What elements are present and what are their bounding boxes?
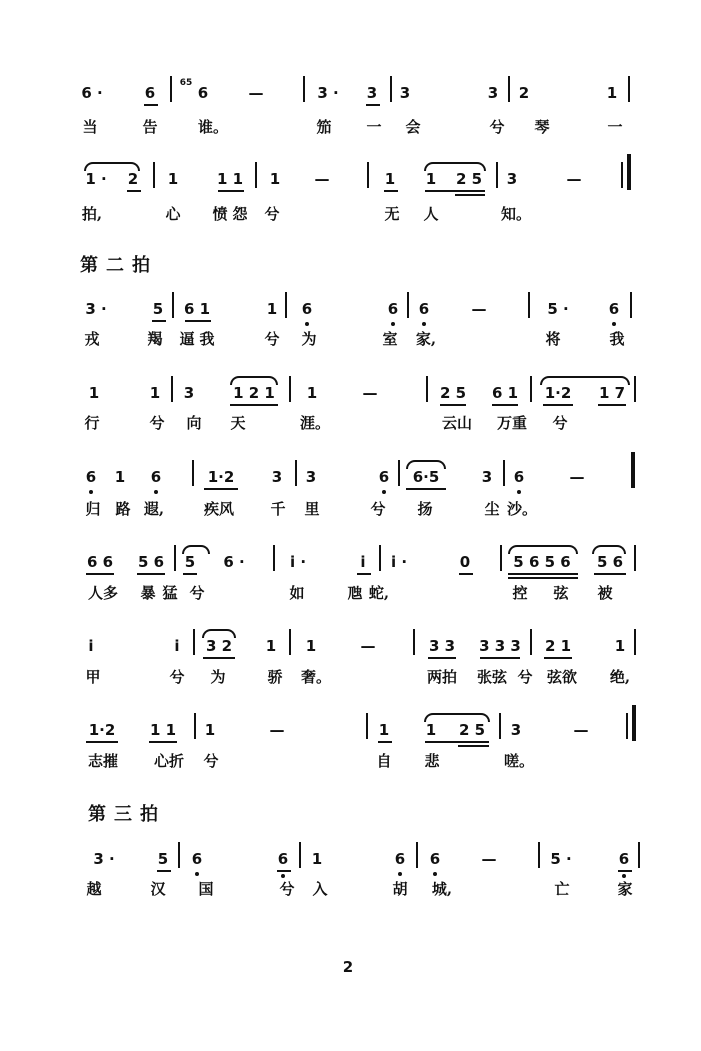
barline (153, 162, 155, 188)
barline (398, 460, 400, 486)
note: 3 (506, 170, 518, 188)
note: 1 (614, 637, 626, 655)
note: 2 1 (544, 637, 572, 655)
underline (594, 573, 626, 575)
barline (379, 545, 381, 571)
underline (127, 190, 141, 192)
lyric: 志摧 (87, 752, 119, 770)
note: 5 6 (137, 553, 165, 571)
section-title: 第二拍 (80, 255, 158, 276)
low-octave-dot (89, 490, 93, 494)
underline (152, 320, 166, 322)
note: 5 (184, 553, 196, 571)
lyric: 控 (512, 584, 528, 602)
underline (425, 741, 489, 743)
lyric: 骄 (267, 668, 283, 686)
barline (538, 842, 540, 868)
underline (218, 190, 244, 192)
lyric: 遐, (143, 500, 165, 518)
lyric: 蛇, (368, 584, 390, 602)
barline (367, 162, 369, 188)
lyric: 疾风 (203, 500, 235, 518)
underline (492, 404, 518, 406)
note: 2 5 (439, 384, 467, 402)
lyric: 两拍 (426, 668, 458, 686)
note: 6 (387, 300, 399, 318)
lyric: 家, (415, 330, 437, 348)
underline (428, 657, 456, 659)
note: — (362, 384, 378, 402)
lyric: 被 (597, 584, 613, 602)
lyric: 尘 (484, 500, 500, 518)
lyric: 兮 (169, 668, 185, 686)
underline (137, 573, 165, 575)
lyric: 我 (199, 330, 215, 348)
note: 1 (311, 850, 323, 868)
lyric: 一 (366, 118, 382, 136)
lyric: 汉 (150, 880, 166, 898)
barline (634, 629, 636, 655)
underline (86, 741, 118, 743)
low-octave-dot (622, 874, 626, 878)
low-octave-dot (433, 872, 437, 876)
note: 6 (277, 850, 289, 868)
low-octave-dot (612, 322, 616, 326)
note: 1 (269, 170, 281, 188)
note: 1 (305, 637, 317, 655)
underline (203, 657, 235, 659)
barline (503, 460, 505, 486)
barline (289, 376, 291, 402)
note: 5 · (547, 300, 569, 318)
lyric: 万重 (496, 414, 528, 432)
lyric: 行 (84, 414, 100, 432)
barline (630, 292, 632, 318)
note: 6 6 (86, 553, 114, 571)
note: 2 (518, 84, 530, 102)
low-octave-dot (195, 872, 199, 876)
barline (299, 842, 301, 868)
page-number: 2 (342, 958, 354, 976)
lyric: 弦 (553, 584, 569, 602)
note: 3 (399, 84, 411, 102)
note: 1·2 (88, 721, 116, 739)
lyric: 天 (230, 414, 246, 432)
underline (230, 404, 278, 406)
barline (285, 292, 287, 318)
note: 6 (197, 84, 209, 102)
note: 1 (204, 721, 216, 739)
barline-double (631, 452, 635, 488)
note: 6 (378, 468, 390, 486)
note: — (269, 721, 285, 739)
lyric: 愤 (212, 205, 228, 223)
note: — (573, 721, 589, 739)
note: 6·5 (412, 468, 440, 486)
lyric: 弦欲 (546, 668, 578, 686)
barline (193, 629, 195, 655)
lyric: 绝, (609, 668, 631, 686)
note: 1 (149, 384, 161, 402)
note: 6 · (81, 84, 103, 102)
note: 3 (510, 721, 522, 739)
lyric: 兮 (370, 500, 386, 518)
barline (289, 629, 291, 655)
note: 1 (378, 721, 390, 739)
note: 6 (429, 850, 441, 868)
note: 3 · (93, 850, 115, 868)
lyric: 为 (301, 330, 317, 348)
note: 1 1 (149, 721, 177, 739)
lyric: 逼 (179, 330, 195, 348)
lyric: 心 (165, 205, 181, 223)
lyric: 琴 (534, 118, 550, 136)
barline (628, 76, 630, 102)
note: 5 (157, 850, 169, 868)
note: 1 1 (216, 170, 244, 188)
lyric: 兮 (517, 668, 533, 686)
barline (621, 162, 623, 188)
lyric: 城, (431, 880, 453, 898)
lyric: 胡 (392, 880, 408, 898)
underline (406, 488, 446, 490)
low-octave-dot (398, 872, 402, 876)
note: — (248, 84, 264, 102)
barline (295, 460, 297, 486)
underline (618, 870, 632, 872)
lyric: 入 (312, 880, 328, 898)
low-octave-dot (391, 322, 395, 326)
note: 3 2 (205, 637, 233, 655)
note: i · (289, 553, 307, 571)
underline (440, 404, 466, 406)
note: 1·2 (207, 468, 235, 486)
barline (530, 376, 532, 402)
underline (157, 870, 171, 872)
lyric: 兮 (264, 330, 280, 348)
barline (634, 376, 636, 402)
lyric: 人多 (87, 584, 119, 602)
note: 1 · (85, 170, 107, 188)
lyric: 兮 (149, 414, 165, 432)
underline (480, 657, 520, 659)
lyric: 室 (382, 330, 398, 348)
note: — (481, 850, 497, 868)
lyric: 怨 (232, 205, 248, 223)
low-octave-dot (422, 322, 426, 326)
grace-note: 65 (179, 78, 193, 88)
underline (598, 404, 626, 406)
note: 1 (425, 170, 437, 188)
lyric: 奢。 (300, 668, 332, 686)
underline (459, 573, 473, 575)
note: 5 (152, 300, 164, 318)
note: — (360, 637, 376, 655)
barline (638, 842, 640, 868)
barline (170, 76, 172, 102)
note: 6 · (223, 553, 245, 571)
note: i (88, 637, 94, 655)
note: 6 (618, 850, 630, 868)
underline (204, 488, 238, 490)
note: 0 (459, 553, 471, 571)
note: — (569, 468, 585, 486)
lyric: 自 (376, 752, 392, 770)
note: 3 (366, 84, 378, 102)
note: 3 3 3 (479, 637, 521, 655)
lyric: 将 (545, 330, 561, 348)
note: 6 (418, 300, 430, 318)
underline (425, 190, 485, 192)
low-octave-dot (382, 490, 386, 494)
lyric: 猛 (162, 584, 178, 602)
note: 3 (271, 468, 283, 486)
lyric: 兮 (189, 584, 205, 602)
barline (530, 629, 532, 655)
note: — (314, 170, 330, 188)
barline (192, 460, 194, 486)
note: 3 · (85, 300, 107, 318)
barline (426, 376, 428, 402)
barline (496, 162, 498, 188)
underline (185, 320, 211, 322)
note: i (360, 553, 366, 571)
lyric: 兮 (203, 752, 219, 770)
lyric: 里 (304, 500, 320, 518)
note: 6 1 (183, 300, 211, 318)
note: 1·2 (544, 384, 572, 402)
note: 6 (394, 850, 406, 868)
note: 1 (606, 84, 618, 102)
barline (508, 76, 510, 102)
barline (416, 842, 418, 868)
lyric: 会 (405, 118, 421, 136)
note: 6 1 (491, 384, 519, 402)
note: — (471, 300, 487, 318)
note: 1 (114, 468, 126, 486)
underline (357, 573, 371, 575)
note: 6 (301, 300, 313, 318)
note: 6 (191, 850, 203, 868)
lyric: 兮 (264, 205, 280, 223)
note: 6 (608, 300, 620, 318)
underline (378, 741, 392, 743)
note: 1 (167, 170, 179, 188)
barline (171, 376, 173, 402)
barline (178, 842, 180, 868)
underline (508, 577, 578, 579)
barline (500, 545, 502, 571)
note: — (566, 170, 582, 188)
note: i · (390, 553, 408, 571)
lyric: 兮 (552, 414, 568, 432)
lyric: 嗟。 (503, 752, 535, 770)
barline (626, 713, 628, 739)
lyric: 路 (115, 500, 131, 518)
lyric: 沙。 (506, 500, 538, 518)
note: 3 3 (428, 637, 456, 655)
underline (86, 573, 114, 575)
barline (499, 713, 501, 739)
lyric: 知。 (500, 205, 532, 223)
barline (172, 292, 174, 318)
note: 1 (88, 384, 100, 402)
note: 1 (266, 300, 278, 318)
note: 3 · (317, 84, 339, 102)
note: 5 6 (596, 553, 624, 571)
lyric: 扬 (417, 500, 433, 518)
underline (183, 573, 197, 575)
lyric: 国 (198, 880, 214, 898)
lyric: 暴 (140, 584, 156, 602)
lyric: 虺 (347, 584, 363, 602)
section-title: 第三拍 (88, 804, 166, 825)
note: 2 5 (458, 721, 486, 739)
barline (407, 292, 409, 318)
lyric: 当 (82, 118, 98, 136)
barline (366, 713, 368, 739)
note: 3 (487, 84, 499, 102)
barline (255, 162, 257, 188)
lyric: 家 (617, 880, 633, 898)
barline (390, 76, 392, 102)
lyric: 兮 (489, 118, 505, 136)
lyric: 云山 (441, 414, 473, 432)
barline (174, 545, 176, 571)
note: 6 (513, 468, 525, 486)
lyric: 悲 (424, 752, 440, 770)
note: 3 (183, 384, 195, 402)
lyric: 归 (85, 500, 101, 518)
lyric: 心折 (153, 752, 185, 770)
lyric: 向 (186, 414, 202, 432)
underline (458, 745, 489, 747)
lyric: 笳 (316, 118, 332, 136)
lyric: 越 (86, 880, 102, 898)
lyric: 戎 (84, 330, 100, 348)
underline (455, 194, 485, 196)
lyric: 无 (384, 205, 400, 223)
barline (273, 545, 275, 571)
note: 1 (384, 170, 396, 188)
note: 5 · (550, 850, 572, 868)
note: 1 (425, 721, 437, 739)
underline (384, 190, 398, 192)
note: 1 (265, 637, 277, 655)
lyric: 人 (423, 205, 439, 223)
underline (277, 870, 291, 872)
note: 5 6 5 6 (513, 553, 571, 571)
lyric: 一 (607, 118, 623, 136)
low-octave-dot (305, 322, 309, 326)
lyric: 如 (289, 584, 305, 602)
note: 1 7 (598, 384, 626, 402)
low-octave-dot (517, 490, 521, 494)
low-octave-dot (281, 874, 285, 878)
lyric: 千 (270, 500, 286, 518)
lyric: 甲 (85, 668, 101, 686)
underline (366, 104, 380, 106)
underline (544, 657, 572, 659)
note: i (174, 637, 180, 655)
note: 6 (150, 468, 162, 486)
barline (194, 713, 196, 739)
lyric: 亡 (554, 880, 570, 898)
note: 6 (144, 84, 156, 102)
lyric: 张弦 (476, 668, 508, 686)
lyric: 兮 (279, 880, 295, 898)
lyric: 拍, (81, 205, 103, 223)
barline-double (627, 154, 631, 190)
lyric: 谁。 (197, 118, 229, 136)
note: 2 5 (455, 170, 483, 188)
underline (543, 404, 573, 406)
note: 1 2 1 (233, 384, 275, 402)
barline-double (632, 705, 636, 741)
lyric: 为 (210, 668, 226, 686)
lyric: 涯。 (299, 414, 331, 432)
barline (634, 545, 636, 571)
note: 3 (305, 468, 317, 486)
note: 1 (306, 384, 318, 402)
barline (528, 292, 530, 318)
low-octave-dot (154, 490, 158, 494)
lyric: 告 (142, 118, 158, 136)
underline (149, 741, 177, 743)
note: 6 (85, 468, 97, 486)
underline (144, 104, 158, 106)
lyric: 我 (609, 330, 625, 348)
underline (508, 573, 578, 575)
lyric: 羯 (147, 330, 163, 348)
note: 2 (127, 170, 139, 188)
barline (413, 629, 415, 655)
barline (303, 76, 305, 102)
note: 3 (481, 468, 493, 486)
